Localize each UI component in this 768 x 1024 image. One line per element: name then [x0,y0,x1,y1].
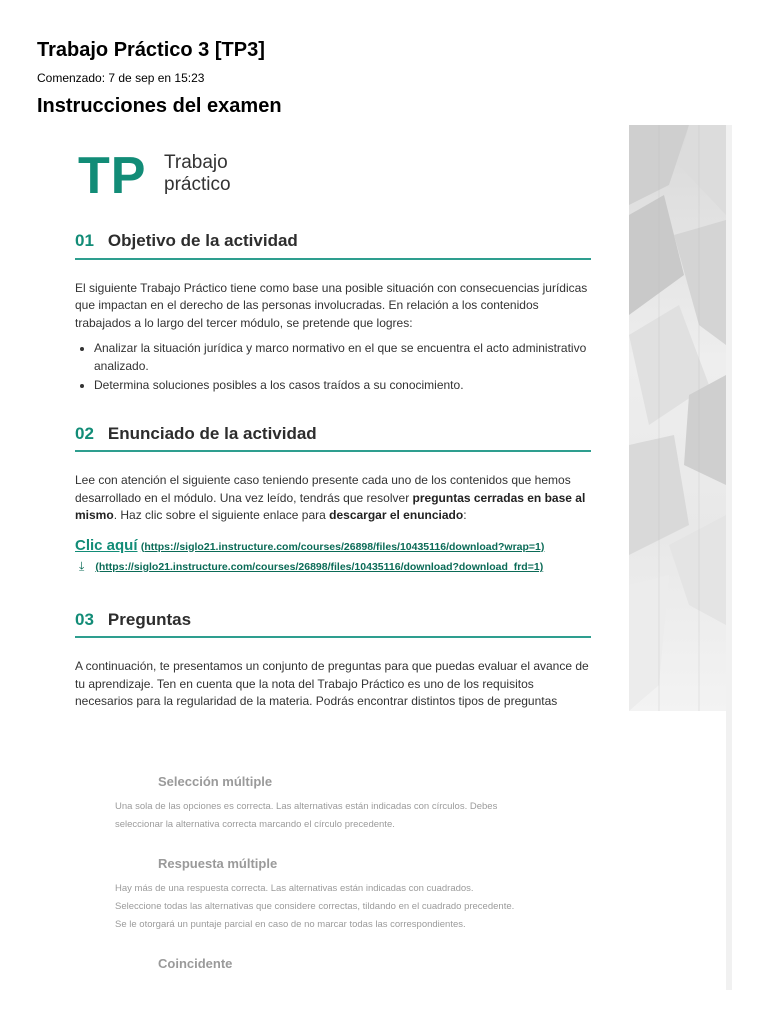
logo-text [164,152,231,196]
instructions-content [75,140,591,711]
section-heading-questions [75,611,591,639]
section-title: Enunciado de la actividad [107,423,317,443]
statement-bold: preguntas cerradas en base al mismo [75,490,586,522]
question-type-title: Coincidente [158,956,233,971]
page-header [37,36,737,120]
description-line: seleccionar la alternativa correcta marcando el círculo precedente. [115,819,395,830]
statement-bold: descargar el enunciado [329,508,464,522]
questions-intro: A continuación, te presentamos un conjunto de preguntas para que puedas evaluar el avance de tu aprendizaje. Ten en cuenta que la nota del Trabajo Práctico es uno de los requisitos necesarios para la regularidad de la materia. Podrás encontrar distintos tipos de preguntas [75,659,589,708]
download-icon[interactable]: ⤓ [79,559,85,573]
logo-line-1: Trabajo [164,152,228,173]
section-number: 02 [75,423,94,443]
statement-text: : [463,508,467,522]
section-number: 03 [75,609,94,629]
section-title: Preguntas [107,609,192,629]
objective-list [75,340,591,395]
quiz-title: Trabajo Práctico 3 [TP3] [37,39,265,61]
question-type-title: Respuesta múltiple [158,856,278,871]
architecture-image [629,125,726,711]
instructions-heading: Instrucciones del examen [37,95,282,117]
description-line: Seleccione todas las alternativas que considere correctas, tildando en el cuadrado precedente. [115,901,515,912]
download-link-url[interactable]: (https://siglo21.instructure.com/courses/26898/files/10435116/download?download_frd=1) [95,561,544,573]
preview-link-url[interactable]: (https://siglo21.instructure.com/courses/26898/files/10435116/download?wrap=1) [140,540,545,553]
question-type-title: Selección múltiple [158,774,273,789]
download-file-line [75,558,591,577]
decorative-image-panel [629,125,726,711]
download-link-line [75,537,591,557]
logo-mark: TP [78,147,147,205]
section-heading-statement [75,425,591,453]
side-scrollbar[interactable] [726,125,732,990]
question-type-block [115,854,585,934]
statement-paragraph [75,472,591,525]
list-item: • Determina soluciones posibles a los casos traídos a su conocimiento. [94,377,591,395]
question-type-block [115,954,585,974]
list-item: • Analizar la situación jurídica y marco normativo en el que se encuentra el acto administrativo analizado. [94,340,591,375]
question-type-description [115,880,585,934]
clic-aqui-link[interactable]: Clic aquí [75,536,138,554]
statement-text: . Haz clic sobre el siguiente enlace para [113,508,330,522]
section-title: Objetivo de la actividad [107,231,298,250]
statement-text: Lee con atención el siguiente caso teniendo presente cada uno de los contenidos que hemos desarrollado en el módulo. Una vez leído, tendrás que resolver [75,473,571,505]
started-timestamp: Comenzado: 7 de sep en 15:23 [37,71,205,85]
question-type-block [115,772,585,834]
section-number: 01 [75,231,94,250]
description-line: Una sola de las opciones es correcta. Las alternativas están indicadas con círculos. Debes [115,801,498,812]
logo-line-2: práctico [164,174,231,195]
section-heading-objective [75,232,591,260]
description-line: Se le otorgará un puntaje parcial en caso de no marcar todas las correspondientes. [115,919,466,930]
objective-intro: El siguiente Trabajo Práctico tiene como base una posible situación con consecuencias jurídicas que impactan en el derecho de las personas involucradas. En relación a los contenidos trabajados a lo largo del tercer módulo, se pretende que logres: [75,280,588,330]
question-type-description [115,798,585,834]
description-line: Hay más de una respuesta correcta. Las alternativas están indicadas con cuadrados. [115,883,474,894]
question-types [115,772,585,994]
tp-logo [75,147,591,210]
